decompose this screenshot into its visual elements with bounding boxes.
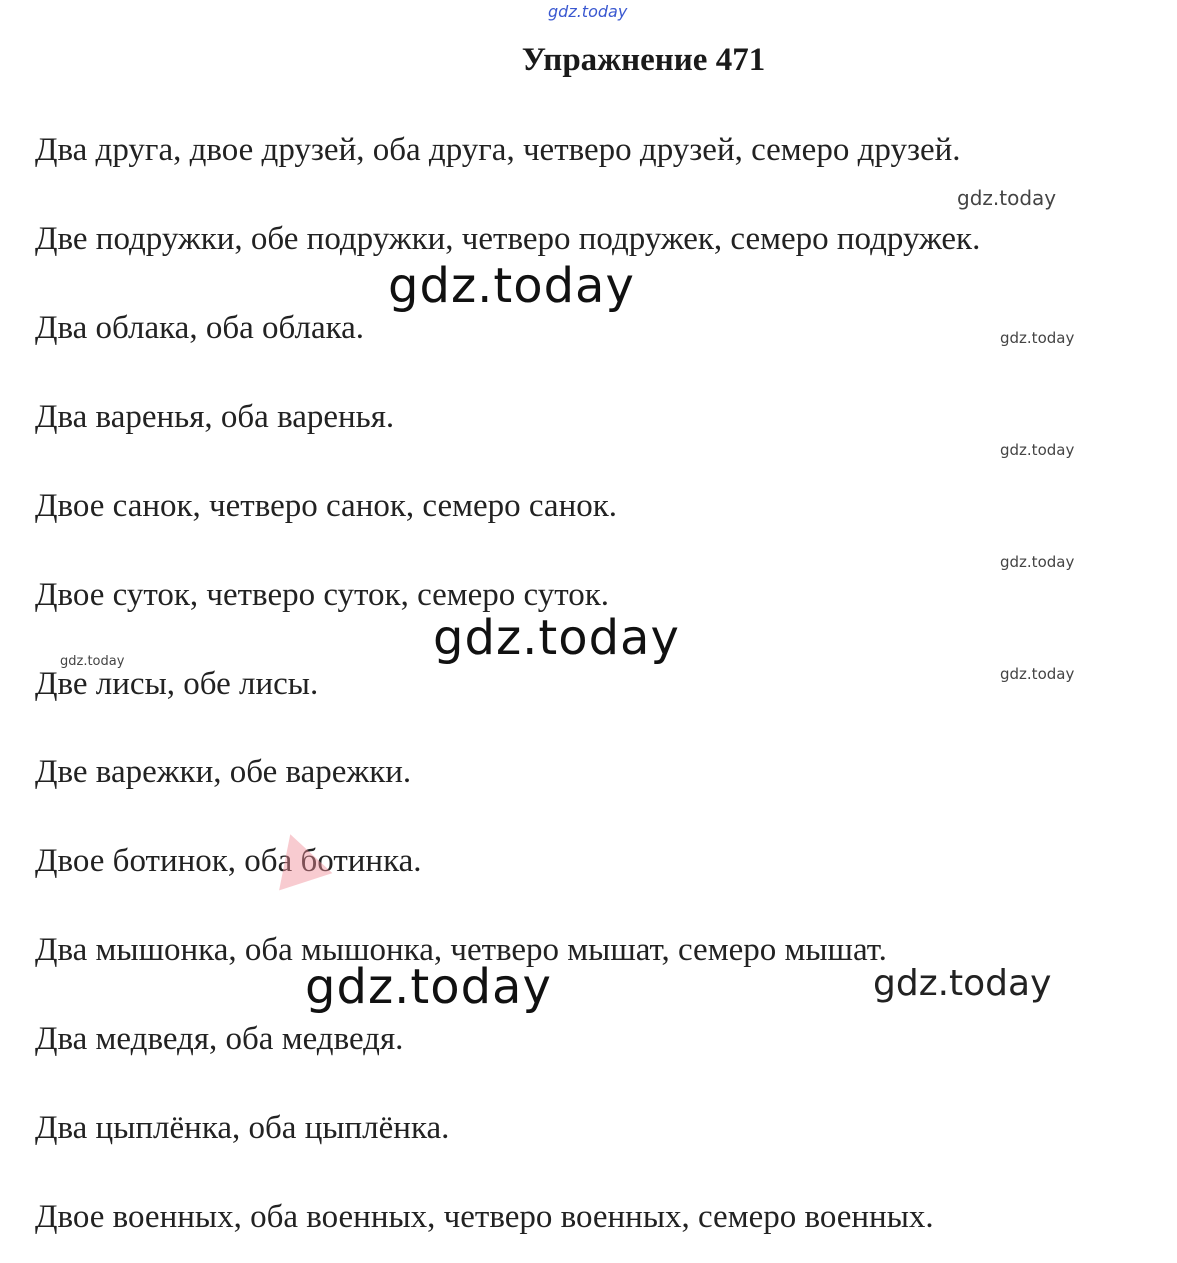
- text-line-5: Двое санок, четверо санок, семеро санок.: [35, 488, 618, 524]
- text-line-2: Две подружки, обе подружки, четверо подружек, семеро подружек.: [35, 221, 981, 257]
- page-title: Упражнение 471: [521, 42, 766, 78]
- text-line-7: Две лисы, обе лисы.: [35, 666, 319, 702]
- text-line-6: Двое суток, четверо суток, семеро суток.: [35, 577, 610, 613]
- watermark: gdz.today: [1000, 329, 1075, 347]
- text-line-12: Два цыплёнка, оба цыплёнка.: [35, 1110, 450, 1146]
- watermark: gdz.today: [60, 654, 125, 669]
- watermark: gdz.today: [873, 963, 1052, 1004]
- watermark: gdz.today: [388, 258, 635, 314]
- text-line-10: Два мышонка, оба мышонка, четверо мышат, семеро мышат.: [35, 932, 887, 968]
- watermark: gdz.today: [1000, 553, 1075, 571]
- text-line-13: Двое военных, оба военных, четверо военных, семеро военных.: [35, 1199, 934, 1235]
- text-line-11: Два медведя, оба медведя.: [35, 1021, 404, 1057]
- text-line-8: Две варежки, обе варежки.: [35, 754, 412, 790]
- top-watermark: gdz.today: [548, 2, 628, 21]
- text-line-9: Двое ботинок, оба ботинка.: [35, 843, 422, 879]
- text-line-4: Два варенья, оба варенья.: [35, 399, 395, 435]
- watermark: gdz.today: [305, 959, 552, 1015]
- text-line-3: Два облака, оба облака.: [35, 310, 365, 346]
- watermark: gdz.today: [1000, 665, 1075, 683]
- watermark: gdz.today: [433, 610, 680, 666]
- watermark: gdz.today: [1000, 441, 1075, 459]
- watermark: gdz.today: [957, 186, 1057, 210]
- text-line-1: Два друга, двое друзей, оба друга, четверо друзей, семеро друзей.: [35, 132, 961, 168]
